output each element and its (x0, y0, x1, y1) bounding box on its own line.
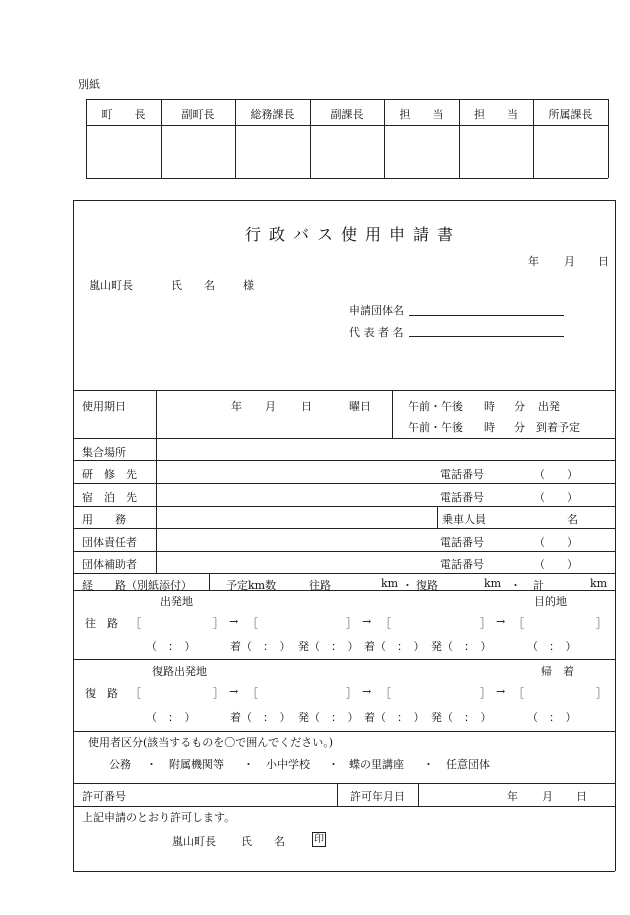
return-arrive-1: 着 (230, 711, 241, 724)
route-outbound-km: km (381, 577, 399, 590)
outbound-destination-label: 目的地 (534, 595, 567, 608)
usage-month: 月 (265, 400, 276, 413)
addressee-name: 氏 名 (171, 279, 215, 292)
user-category-option-voluntary[interactable]: 任意団体 (446, 758, 490, 771)
approval-header-mayor: 町 長 (101, 108, 146, 121)
return-departure-label: 復路出発地 (152, 665, 207, 678)
group-assistant-label: 団体補助者 (82, 558, 137, 571)
outbound-bracket-4-open: ［ (513, 617, 524, 630)
usage-year: 年 (231, 400, 242, 413)
training-site-label: 研 修 先 (82, 468, 137, 481)
permit-mayor: 嵐山町長 (172, 835, 216, 848)
leader-phone-label: 電話番号 (440, 536, 484, 549)
route-label: 経 路（別紙添付） (82, 579, 192, 592)
outbound-time-2: （ ： ） (241, 640, 291, 653)
outbound-bracket-1-open: ［ (130, 617, 141, 630)
approval-header-deputy-mayor: 副町長 (181, 108, 215, 121)
return-bracket-2-close: ］ (346, 687, 357, 700)
usage-weekday: 曜日 (349, 400, 371, 413)
outbound-bracket-4-close: ］ (596, 617, 607, 630)
arrive-min: 分 (514, 421, 525, 434)
user-category-sep-2: ・ (243, 758, 254, 771)
outbound-bracket-3-close: ］ (480, 617, 491, 630)
outbound-depart-1: 発 (298, 640, 309, 653)
outbound-departure-label: 出発地 (160, 595, 193, 608)
user-category-sep-4: ・ (423, 758, 434, 771)
route-total-km: km (590, 577, 608, 590)
date-day: 日 (598, 255, 609, 268)
return-arrow-3: → (496, 685, 506, 698)
usage-day: 日 (301, 400, 312, 413)
return-arrow-1: → (229, 685, 239, 698)
outbound-bracket-3-open: ［ (380, 617, 391, 630)
approval-header-dept-chief: 所属課長 (548, 108, 593, 121)
usage-date-label: 使用期日 (82, 400, 126, 413)
return-bracket-1-close: ］ (213, 687, 224, 700)
user-category-option-school[interactable]: 小中学校 (266, 758, 310, 771)
outbound-time-4: （ ： ） (375, 640, 425, 653)
return-bracket-1-open: ［ (130, 687, 141, 700)
permit-name: 氏 名 (241, 835, 285, 848)
return-depart-1: 発 (298, 711, 309, 724)
arrive-text: 到着予定 (536, 421, 580, 434)
return-bracket-4-open: ［ (513, 687, 524, 700)
route-return-km: km (484, 577, 502, 590)
return-bracket-4-close: ］ (596, 687, 607, 700)
route-dot-1: ・ (402, 579, 413, 592)
depart-text: 出発 (538, 400, 560, 413)
passengers-label: 乗車人員 (442, 513, 486, 526)
permit-date-label: 許可年月日 (350, 790, 405, 803)
permit-year: 年 (507, 790, 518, 803)
assistant-phone-paren: （ ） (534, 558, 578, 571)
return-bracket-2-open: ［ (247, 687, 258, 700)
lodging-phone-paren: （ ） (534, 491, 578, 504)
depart-hour: 時 (484, 400, 495, 413)
addressee-honorific: 様 (243, 279, 254, 292)
return-time-1: （ ： ） (146, 711, 196, 724)
date-month: 月 (564, 255, 575, 268)
outbound-arrive-1: 着 (230, 640, 241, 653)
training-phone-label: 電話番号 (440, 468, 484, 481)
depart-ampm: 午前・午後 (408, 400, 463, 413)
user-category-sep-3: ・ (328, 758, 339, 771)
outbound-bracket-2-close: ］ (346, 617, 357, 630)
user-category-label: 使用者区分(該当するものを〇で囲んでください。) (88, 736, 334, 749)
route-outbound: 往路 (309, 579, 331, 592)
permit-number-label: 許可番号 (82, 790, 126, 803)
depart-min: 分 (514, 400, 525, 413)
seal-icon: 印 (314, 834, 324, 845)
permit-statement: 上記申請のとおり許可します。 (82, 811, 236, 824)
meeting-place-label: 集合場所 (82, 446, 126, 459)
outbound-time-3: （ ： ） (309, 640, 359, 653)
approval-header-general-affairs-chief: 総務課長 (250, 108, 295, 121)
arrive-hour: 時 (484, 421, 495, 434)
passengers-unit: 名 (567, 513, 578, 526)
purpose-label: 用 務 (82, 513, 126, 526)
outbound-bracket-2-open: ［ (247, 617, 258, 630)
user-category-option-public[interactable]: 公務 (109, 758, 131, 771)
form-title: 行政バス使用申請書 (245, 225, 462, 244)
approval-header-deputy-chief: 副課長 (330, 108, 364, 121)
applicant-group-field[interactable] (409, 315, 564, 316)
return-arrow-2: → (362, 685, 372, 698)
return-bracket-3-open: ［ (380, 687, 391, 700)
applicant-rep-label: 代 表 者 名 (349, 326, 404, 339)
route-total: 計 (533, 579, 544, 592)
attachment-label: 別紙 (78, 78, 100, 91)
return-time-4: （ ： ） (375, 711, 425, 724)
outbound-arrow-1: → (229, 615, 239, 628)
outbound-arrow-3: → (496, 615, 506, 628)
return-time-5: （ ： ） (442, 711, 492, 724)
leader-phone-paren: （ ） (534, 536, 578, 549)
group-leader-label: 団体責任者 (82, 536, 137, 549)
date-year: 年 (528, 255, 539, 268)
return-time-6: （ ： ） (527, 711, 577, 724)
route-planned-km: 予定km数 (226, 579, 277, 592)
permit-month: 月 (542, 790, 553, 803)
training-phone-paren: （ ） (534, 468, 578, 481)
return-arrive-2: 着 (364, 711, 375, 724)
applicant-group-label: 申請団体名 (349, 304, 404, 317)
approval-header-staff-2: 担 当 (474, 108, 518, 121)
outbound-bracket-1-close: ］ (213, 617, 224, 630)
outbound-label: 往 路 (85, 617, 118, 630)
user-category-option-affiliated[interactable]: 附属機関等 (169, 758, 224, 771)
return-label: 復 路 (85, 687, 118, 700)
addressee-mayor: 嵐山町長 (89, 279, 133, 292)
outbound-depart-2: 発 (431, 640, 442, 653)
applicant-rep-field[interactable] (409, 336, 564, 337)
outbound-time-5: （ ： ） (442, 640, 492, 653)
lodging-phone-label: 電話番号 (440, 491, 484, 504)
return-time-3: （ ： ） (309, 711, 359, 724)
return-bracket-3-close: ］ (480, 687, 491, 700)
approval-header-staff-1: 担 当 (399, 108, 444, 121)
lodging-label: 宿 泊 先 (82, 491, 137, 504)
outbound-arrow-2: → (362, 615, 372, 628)
arrive-ampm: 午前・午後 (408, 421, 463, 434)
user-category-option-butterfly-course[interactable]: 蝶の里講座 (349, 758, 404, 771)
outbound-arrive-2: 着 (364, 640, 375, 653)
permit-day: 日 (576, 790, 587, 803)
return-arrival-label: 帰 着 (541, 665, 574, 678)
return-depart-2: 発 (431, 711, 442, 724)
outbound-time-1: （ ： ） (146, 640, 196, 653)
return-time-2: （ ： ） (241, 711, 291, 724)
user-category-sep-1: ・ (146, 758, 157, 771)
assistant-phone-label: 電話番号 (440, 558, 484, 571)
route-dot-2: ・ (510, 579, 521, 592)
outbound-time-6: （ ： ） (527, 640, 577, 653)
route-return: 復路 (416, 579, 438, 592)
